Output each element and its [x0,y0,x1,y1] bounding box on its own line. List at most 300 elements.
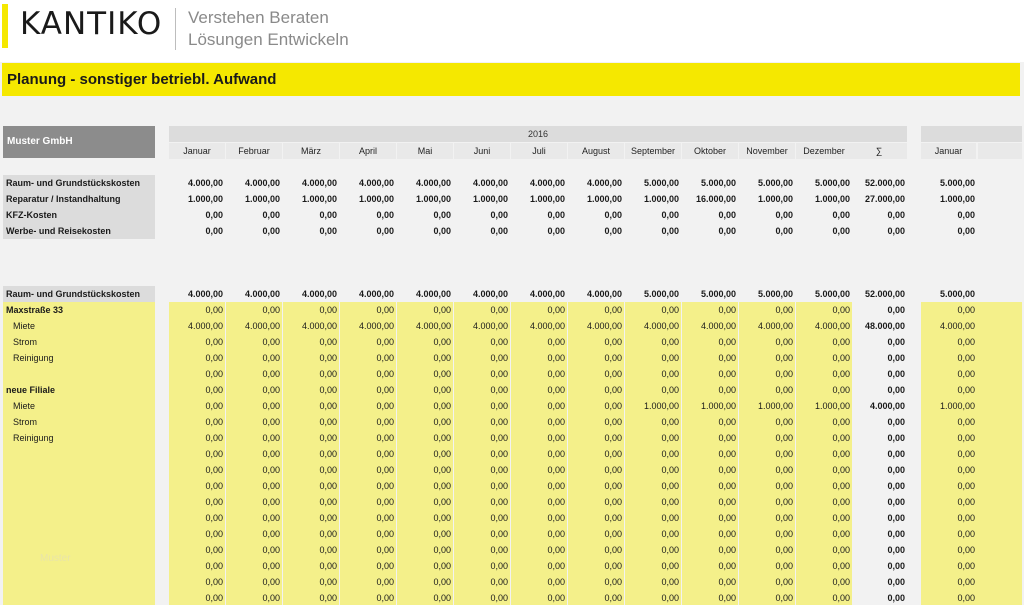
value-cell[interactable]: 0,00 [547,449,565,459]
next-year-cell[interactable]: 0,00 [957,497,975,507]
value-cell[interactable]: 0,00 [547,497,565,507]
value-cell[interactable]: 0,00 [262,513,280,523]
value-cell[interactable]: 0,00 [718,593,736,603]
value-cell[interactable]: 0,00 [490,497,508,507]
value-cell[interactable]: 4.000,00 [244,178,280,188]
value-cell[interactable]: 0,00 [490,465,508,475]
value-cell[interactable]: 0,00 [205,481,223,491]
value-cell[interactable]: 5.000,00 [700,178,736,188]
month-header-7[interactable]: Juli [511,143,567,159]
value-cell[interactable]: 0,00 [490,529,508,539]
value-cell[interactable]: 0,00 [604,561,622,571]
sum-header[interactable]: ∑ [851,143,907,159]
value-cell[interactable]: 0,00 [262,210,280,220]
value-cell[interactable]: 0,00 [832,529,850,539]
value-cell[interactable]: 0,00 [376,226,394,236]
value-cell[interactable]: 4.000,00 [358,289,394,299]
value-cell[interactable]: 0,00 [718,481,736,491]
value-cell[interactable]: 0,00 [433,210,451,220]
row-label[interactable]: Reinigung [13,353,54,363]
next-year-cell[interactable]: 0,00 [957,513,975,523]
value-cell[interactable]: 5.000,00 [757,178,793,188]
value-cell[interactable]: 0,00 [376,497,394,507]
value-cell[interactable]: 0,00 [661,593,679,603]
value-cell[interactable]: 0,00 [604,529,622,539]
row-label[interactable]: neue Filiale [6,385,56,395]
month-header-9[interactable]: September [625,143,681,159]
value-cell[interactable]: 0,00 [262,369,280,379]
value-cell[interactable]: 0,00 [775,465,793,475]
value-cell[interactable]: 0,00 [604,481,622,491]
value-cell[interactable]: 0,00 [775,449,793,459]
value-cell[interactable]: 0,00 [661,449,679,459]
next-year-cell[interactable]: 0,00 [957,465,975,475]
next-year-cell[interactable]: 1.000,00 [939,194,975,204]
value-cell[interactable]: 1.000,00 [358,194,394,204]
value-cell[interactable]: 0,00 [718,529,736,539]
company-cell[interactable] [3,126,155,158]
month-header-10[interactable]: Oktober [682,143,738,159]
value-cell[interactable]: 0,00 [661,465,679,475]
value-cell[interactable]: 1.000,00 [700,401,736,411]
value-cell[interactable]: 0,00 [832,593,850,603]
value-cell[interactable]: 5.000,00 [814,289,850,299]
value-cell[interactable]: 0,00 [775,577,793,587]
next-year-cell[interactable]: 0,00 [957,210,975,220]
value-cell[interactable]: 0,00 [319,210,337,220]
value-cell[interactable]: 0,00 [661,545,679,555]
value-cell[interactable]: 0,00 [205,449,223,459]
value-cell[interactable]: 0,00 [376,433,394,443]
value-cell[interactable]: 0,00 [547,337,565,347]
month-header-5[interactable]: Mai [397,143,453,159]
value-cell[interactable]: 0,00 [547,305,565,315]
month-header-12[interactable]: Dezember [796,143,852,159]
value-cell[interactable]: 4.000,00 [472,178,508,188]
value-cell[interactable]: 0,00 [433,561,451,571]
value-cell[interactable]: 0,00 [433,481,451,491]
month-header-8[interactable]: August [568,143,624,159]
next-year-cell[interactable]: 0,00 [957,385,975,395]
value-cell[interactable]: 0,00 [775,226,793,236]
value-cell[interactable]: 0,00 [262,497,280,507]
value-cell[interactable]: 0,00 [547,481,565,491]
value-cell[interactable]: 0,00 [604,210,622,220]
next-year-cell[interactable]: 5.000,00 [939,178,975,188]
value-cell[interactable]: 5.000,00 [643,178,679,188]
value-cell[interactable]: 0,00 [832,577,850,587]
value-cell[interactable]: 4.000,00 [586,289,622,299]
value-cell[interactable]: 4.000,00 [472,289,508,299]
value-cell[interactable]: 0,00 [775,497,793,507]
row-label[interactable]: Werbe- und Reisekosten [6,226,111,236]
value-cell[interactable]: 4.000,00 [529,178,565,188]
value-cell[interactable]: 0,00 [832,481,850,491]
next-year-cell[interactable]: 0,00 [957,545,975,555]
value-cell[interactable]: 0,00 [205,417,223,427]
value-cell[interactable]: 0,00 [262,337,280,347]
value-cell[interactable]: 0,00 [661,529,679,539]
value-cell[interactable]: 4.000,00 [643,321,679,331]
value-cell[interactable]: 0,00 [547,577,565,587]
value-cell[interactable]: 0,00 [661,513,679,523]
value-cell[interactable]: 4.000,00 [529,321,565,331]
value-cell[interactable]: 0,00 [319,353,337,363]
value-cell[interactable]: 4.000,00 [586,321,622,331]
value-cell[interactable]: 0,00 [262,577,280,587]
value-cell[interactable]: 0,00 [376,529,394,539]
row-label[interactable]: Maxstraße 33 [6,305,64,315]
value-cell[interactable]: 0,00 [319,226,337,236]
value-cell[interactable]: 4.000,00 [757,321,793,331]
value-cell[interactable]: 0,00 [718,369,736,379]
value-cell[interactable]: 0,00 [205,401,223,411]
value-cell[interactable]: 0,00 [661,305,679,315]
value-cell[interactable]: 0,00 [490,481,508,491]
value-cell[interactable]: 0,00 [661,353,679,363]
value-cell[interactable]: 0,00 [547,369,565,379]
value-cell[interactable]: 0,00 [718,545,736,555]
value-cell[interactable]: 0,00 [262,385,280,395]
value-cell[interactable]: 0,00 [490,369,508,379]
value-cell[interactable]: 0,00 [319,513,337,523]
row-label[interactable]: KFZ-Kosten [6,210,57,220]
month-header-4[interactable]: April [340,143,396,159]
value-cell[interactable]: 0,00 [547,401,565,411]
value-cell[interactable]: 0,00 [376,545,394,555]
value-cell[interactable]: 0,00 [205,353,223,363]
value-cell[interactable]: 0,00 [490,513,508,523]
month-header-3[interactable]: März [283,143,339,159]
value-cell[interactable]: 0,00 [604,337,622,347]
value-cell[interactable]: 0,00 [718,577,736,587]
value-cell[interactable]: 1.000,00 [415,194,451,204]
value-cell[interactable]: 0,00 [604,401,622,411]
value-cell[interactable]: 0,00 [832,210,850,220]
value-cell[interactable]: 0,00 [604,449,622,459]
value-cell[interactable]: 4.000,00 [187,321,223,331]
value-cell[interactable]: 0,00 [775,305,793,315]
value-cell[interactable]: 0,00 [205,433,223,443]
value-cell[interactable]: 0,00 [319,385,337,395]
value-cell[interactable]: 0,00 [775,210,793,220]
value-cell[interactable]: 0,00 [661,433,679,443]
value-cell[interactable]: 0,00 [718,210,736,220]
value-cell[interactable]: 0,00 [775,529,793,539]
value-cell[interactable]: 4.000,00 [415,289,451,299]
next-year-cell[interactable]: 0,00 [957,369,975,379]
value-cell[interactable]: 0,00 [205,561,223,571]
value-cell[interactable]: 4.000,00 [529,289,565,299]
value-cell[interactable]: 0,00 [490,433,508,443]
value-cell[interactable]: 0,00 [490,353,508,363]
row-label[interactable]: Strom [13,337,38,347]
value-cell[interactable]: 0,00 [319,449,337,459]
row-label[interactable]: Reparatur / Instandhaltung [6,194,121,204]
value-cell[interactable]: 4.000,00 [301,321,337,331]
value-cell[interactable]: 0,00 [376,561,394,571]
value-cell[interactable]: 0,00 [376,210,394,220]
value-cell[interactable]: 0,00 [718,337,736,347]
value-cell[interactable]: 0,00 [490,545,508,555]
value-cell[interactable]: 0,00 [718,385,736,395]
value-cell[interactable]: 1.000,00 [244,194,280,204]
value-cell[interactable]: 0,00 [547,545,565,555]
next-year-cell[interactable]: 0,00 [957,305,975,315]
value-cell[interactable]: 0,00 [319,337,337,347]
value-cell[interactable]: 1.000,00 [187,194,223,204]
value-cell[interactable]: 4.000,00 [187,289,223,299]
value-cell[interactable]: 0,00 [832,545,850,555]
value-cell[interactable]: 0,00 [547,465,565,475]
value-cell[interactable]: 1.000,00 [814,194,850,204]
value-cell[interactable]: 1.000,00 [757,194,793,204]
value-cell[interactable]: 0,00 [262,561,280,571]
value-cell[interactable]: 0,00 [262,417,280,427]
value-cell[interactable]: 0,00 [319,593,337,603]
value-cell[interactable]: 0,00 [490,210,508,220]
value-cell[interactable]: 1.000,00 [472,194,508,204]
value-cell[interactable]: 4.000,00 [244,321,280,331]
next-year-cell[interactable]: 0,00 [957,561,975,571]
value-cell[interactable]: 0,00 [604,417,622,427]
value-cell[interactable]: 0,00 [775,561,793,571]
value-cell[interactable]: 0,00 [433,449,451,459]
value-cell[interactable]: 5.000,00 [814,178,850,188]
value-cell[interactable]: 1.000,00 [586,194,622,204]
value-cell[interactable]: 0,00 [262,481,280,491]
value-cell[interactable]: 0,00 [832,226,850,236]
value-cell[interactable]: 0,00 [718,417,736,427]
value-cell[interactable]: 0,00 [832,353,850,363]
value-cell[interactable]: 0,00 [661,226,679,236]
value-cell[interactable]: 0,00 [205,497,223,507]
value-cell[interactable]: 1.000,00 [757,401,793,411]
value-cell[interactable]: 0,00 [718,497,736,507]
value-cell[interactable]: 0,00 [376,417,394,427]
value-cell[interactable]: 0,00 [376,593,394,603]
value-cell[interactable]: 0,00 [205,337,223,347]
value-cell[interactable]: 0,00 [262,449,280,459]
value-cell[interactable]: 0,00 [433,593,451,603]
value-cell[interactable]: 0,00 [376,465,394,475]
value-cell[interactable]: 0,00 [718,305,736,315]
value-cell[interactable]: 0,00 [604,513,622,523]
value-cell[interactable]: 4.000,00 [244,289,280,299]
value-cell[interactable]: 0,00 [832,337,850,347]
value-cell[interactable]: 0,00 [490,577,508,587]
next-year-cell[interactable]: 0,00 [957,529,975,539]
value-cell[interactable]: 4.000,00 [301,178,337,188]
value-cell[interactable]: 0,00 [832,385,850,395]
value-cell[interactable]: 0,00 [205,513,223,523]
value-cell[interactable]: 5.000,00 [757,289,793,299]
value-cell[interactable]: 0,00 [319,369,337,379]
value-cell[interactable]: 0,00 [604,545,622,555]
value-cell[interactable]: 0,00 [319,417,337,427]
value-cell[interactable]: 0,00 [376,481,394,491]
value-cell[interactable]: 0,00 [433,305,451,315]
value-cell[interactable]: 0,00 [262,226,280,236]
value-cell[interactable]: 0,00 [490,337,508,347]
value-cell[interactable]: 0,00 [319,577,337,587]
value-cell[interactable]: 0,00 [547,417,565,427]
value-cell[interactable]: 0,00 [661,561,679,571]
value-cell[interactable]: 0,00 [661,577,679,587]
value-cell[interactable]: 4.000,00 [358,178,394,188]
value-cell[interactable]: 0,00 [775,481,793,491]
value-cell[interactable]: 0,00 [718,513,736,523]
value-cell[interactable]: 0,00 [205,593,223,603]
value-cell[interactable]: 0,00 [832,433,850,443]
value-cell[interactable]: 0,00 [433,401,451,411]
value-cell[interactable]: 0,00 [319,401,337,411]
value-cell[interactable]: 0,00 [832,369,850,379]
value-cell[interactable]: 0,00 [376,449,394,459]
value-cell[interactable]: 0,00 [433,465,451,475]
value-cell[interactable]: 5.000,00 [700,289,736,299]
next-year-cell[interactable]: 0,00 [957,577,975,587]
value-cell[interactable]: 0,00 [490,385,508,395]
value-cell[interactable]: 0,00 [262,401,280,411]
value-cell[interactable]: 0,00 [490,593,508,603]
row-label[interactable]: Raum- und Grundstückskosten [6,289,141,299]
next-year-cell[interactable]: 4.000,00 [939,321,975,331]
value-cell[interactable]: 1.000,00 [301,194,337,204]
value-cell[interactable]: 0,00 [319,545,337,555]
value-cell[interactable]: 0,00 [604,369,622,379]
row-label[interactable]: Raum- und Grundstückskosten [6,178,141,188]
value-cell[interactable]: 0,00 [376,353,394,363]
value-cell[interactable]: 0,00 [319,433,337,443]
value-cell[interactable]: 0,00 [262,545,280,555]
value-cell[interactable]: 4.000,00 [814,321,850,331]
value-cell[interactable]: 4.000,00 [301,289,337,299]
value-cell[interactable]: 0,00 [832,417,850,427]
value-cell[interactable]: 0,00 [661,337,679,347]
value-cell[interactable]: 0,00 [433,369,451,379]
value-cell[interactable]: 0,00 [319,561,337,571]
value-cell[interactable]: 0,00 [319,529,337,539]
value-cell[interactable]: 0,00 [319,465,337,475]
value-cell[interactable]: 4.000,00 [700,321,736,331]
value-cell[interactable]: 0,00 [604,385,622,395]
value-cell[interactable]: 5.000,00 [643,289,679,299]
value-cell[interactable]: 0,00 [718,353,736,363]
value-cell[interactable]: 0,00 [376,577,394,587]
value-cell[interactable]: 0,00 [604,433,622,443]
value-cell[interactable]: 0,00 [775,513,793,523]
value-cell[interactable]: 0,00 [832,305,850,315]
value-cell[interactable]: 0,00 [604,497,622,507]
value-cell[interactable]: 0,00 [490,401,508,411]
value-cell[interactable]: 0,00 [376,337,394,347]
value-cell[interactable]: 0,00 [205,529,223,539]
value-cell[interactable]: 0,00 [433,433,451,443]
next-year-cell[interactable]: 0,00 [957,449,975,459]
value-cell[interactable]: 0,00 [661,369,679,379]
value-cell[interactable]: 1.000,00 [643,194,679,204]
value-cell[interactable]: 0,00 [604,353,622,363]
value-cell[interactable]: 0,00 [433,353,451,363]
value-cell[interactable]: 0,00 [604,593,622,603]
value-cell[interactable]: 0,00 [661,417,679,427]
value-cell[interactable]: 4.000,00 [586,178,622,188]
value-cell[interactable]: 1.000,00 [643,401,679,411]
value-cell[interactable]: 0,00 [490,417,508,427]
value-cell[interactable]: 0,00 [262,433,280,443]
value-cell[interactable]: 0,00 [832,465,850,475]
value-cell[interactable]: 0,00 [775,545,793,555]
next-month-header[interactable]: Januar [921,143,976,159]
month-header-1[interactable]: Januar [169,143,225,159]
value-cell[interactable]: 0,00 [262,593,280,603]
value-cell[interactable]: 16.000,00 [695,194,736,204]
row-label[interactable]: Miete [13,321,36,331]
value-cell[interactable]: 0,00 [376,401,394,411]
value-cell[interactable]: 0,00 [433,226,451,236]
next-year-cell[interactable]: 0,00 [957,417,975,427]
value-cell[interactable]: 0,00 [661,497,679,507]
month-header-11[interactable]: November [739,143,795,159]
value-cell[interactable]: 0,00 [490,305,508,315]
next-year-cell[interactable]: 0,00 [957,593,975,603]
value-cell[interactable]: 0,00 [547,353,565,363]
value-cell[interactable]: 0,00 [433,513,451,523]
value-cell[interactable]: 0,00 [832,497,850,507]
value-cell[interactable]: 0,00 [262,529,280,539]
value-cell[interactable]: 0,00 [490,449,508,459]
value-cell[interactable]: 0,00 [604,577,622,587]
next-year-cell[interactable]: 1.000,00 [939,401,975,411]
value-cell[interactable]: 4.000,00 [358,321,394,331]
value-cell[interactable]: 0,00 [775,337,793,347]
month-header-6[interactable]: Juni [454,143,510,159]
value-cell[interactable]: 4.000,00 [472,321,508,331]
value-cell[interactable]: 0,00 [205,305,223,315]
value-cell[interactable]: 0,00 [775,369,793,379]
value-cell[interactable]: 0,00 [661,385,679,395]
value-cell[interactable]: 0,00 [718,561,736,571]
value-cell[interactable]: 0,00 [547,385,565,395]
next-year-cell[interactable]: 0,00 [957,481,975,491]
value-cell[interactable]: 0,00 [547,561,565,571]
value-cell[interactable]: 0,00 [205,577,223,587]
value-cell[interactable]: 0,00 [205,369,223,379]
value-cell[interactable]: 0,00 [547,210,565,220]
value-cell[interactable]: 0,00 [433,385,451,395]
value-cell[interactable]: 0,00 [376,305,394,315]
value-cell[interactable]: 0,00 [376,513,394,523]
value-cell[interactable]: 0,00 [775,385,793,395]
next-year-cell[interactable]: 0,00 [957,337,975,347]
value-cell[interactable]: 1.000,00 [529,194,565,204]
value-cell[interactable]: 0,00 [547,513,565,523]
next-year-cell[interactable]: 0,00 [957,353,975,363]
next-year-cell[interactable]: 0,00 [957,433,975,443]
value-cell[interactable]: 0,00 [718,465,736,475]
value-cell[interactable]: 0,00 [490,226,508,236]
value-cell[interactable]: 0,00 [205,210,223,220]
value-cell[interactable]: 0,00 [262,305,280,315]
value-cell[interactable]: 0,00 [775,353,793,363]
value-cell[interactable]: 0,00 [376,369,394,379]
row-label[interactable]: Miete [13,401,36,411]
value-cell[interactable]: 0,00 [775,417,793,427]
value-cell[interactable]: 0,00 [604,305,622,315]
value-cell[interactable]: 4.000,00 [187,178,223,188]
value-cell[interactable]: 0,00 [547,593,565,603]
